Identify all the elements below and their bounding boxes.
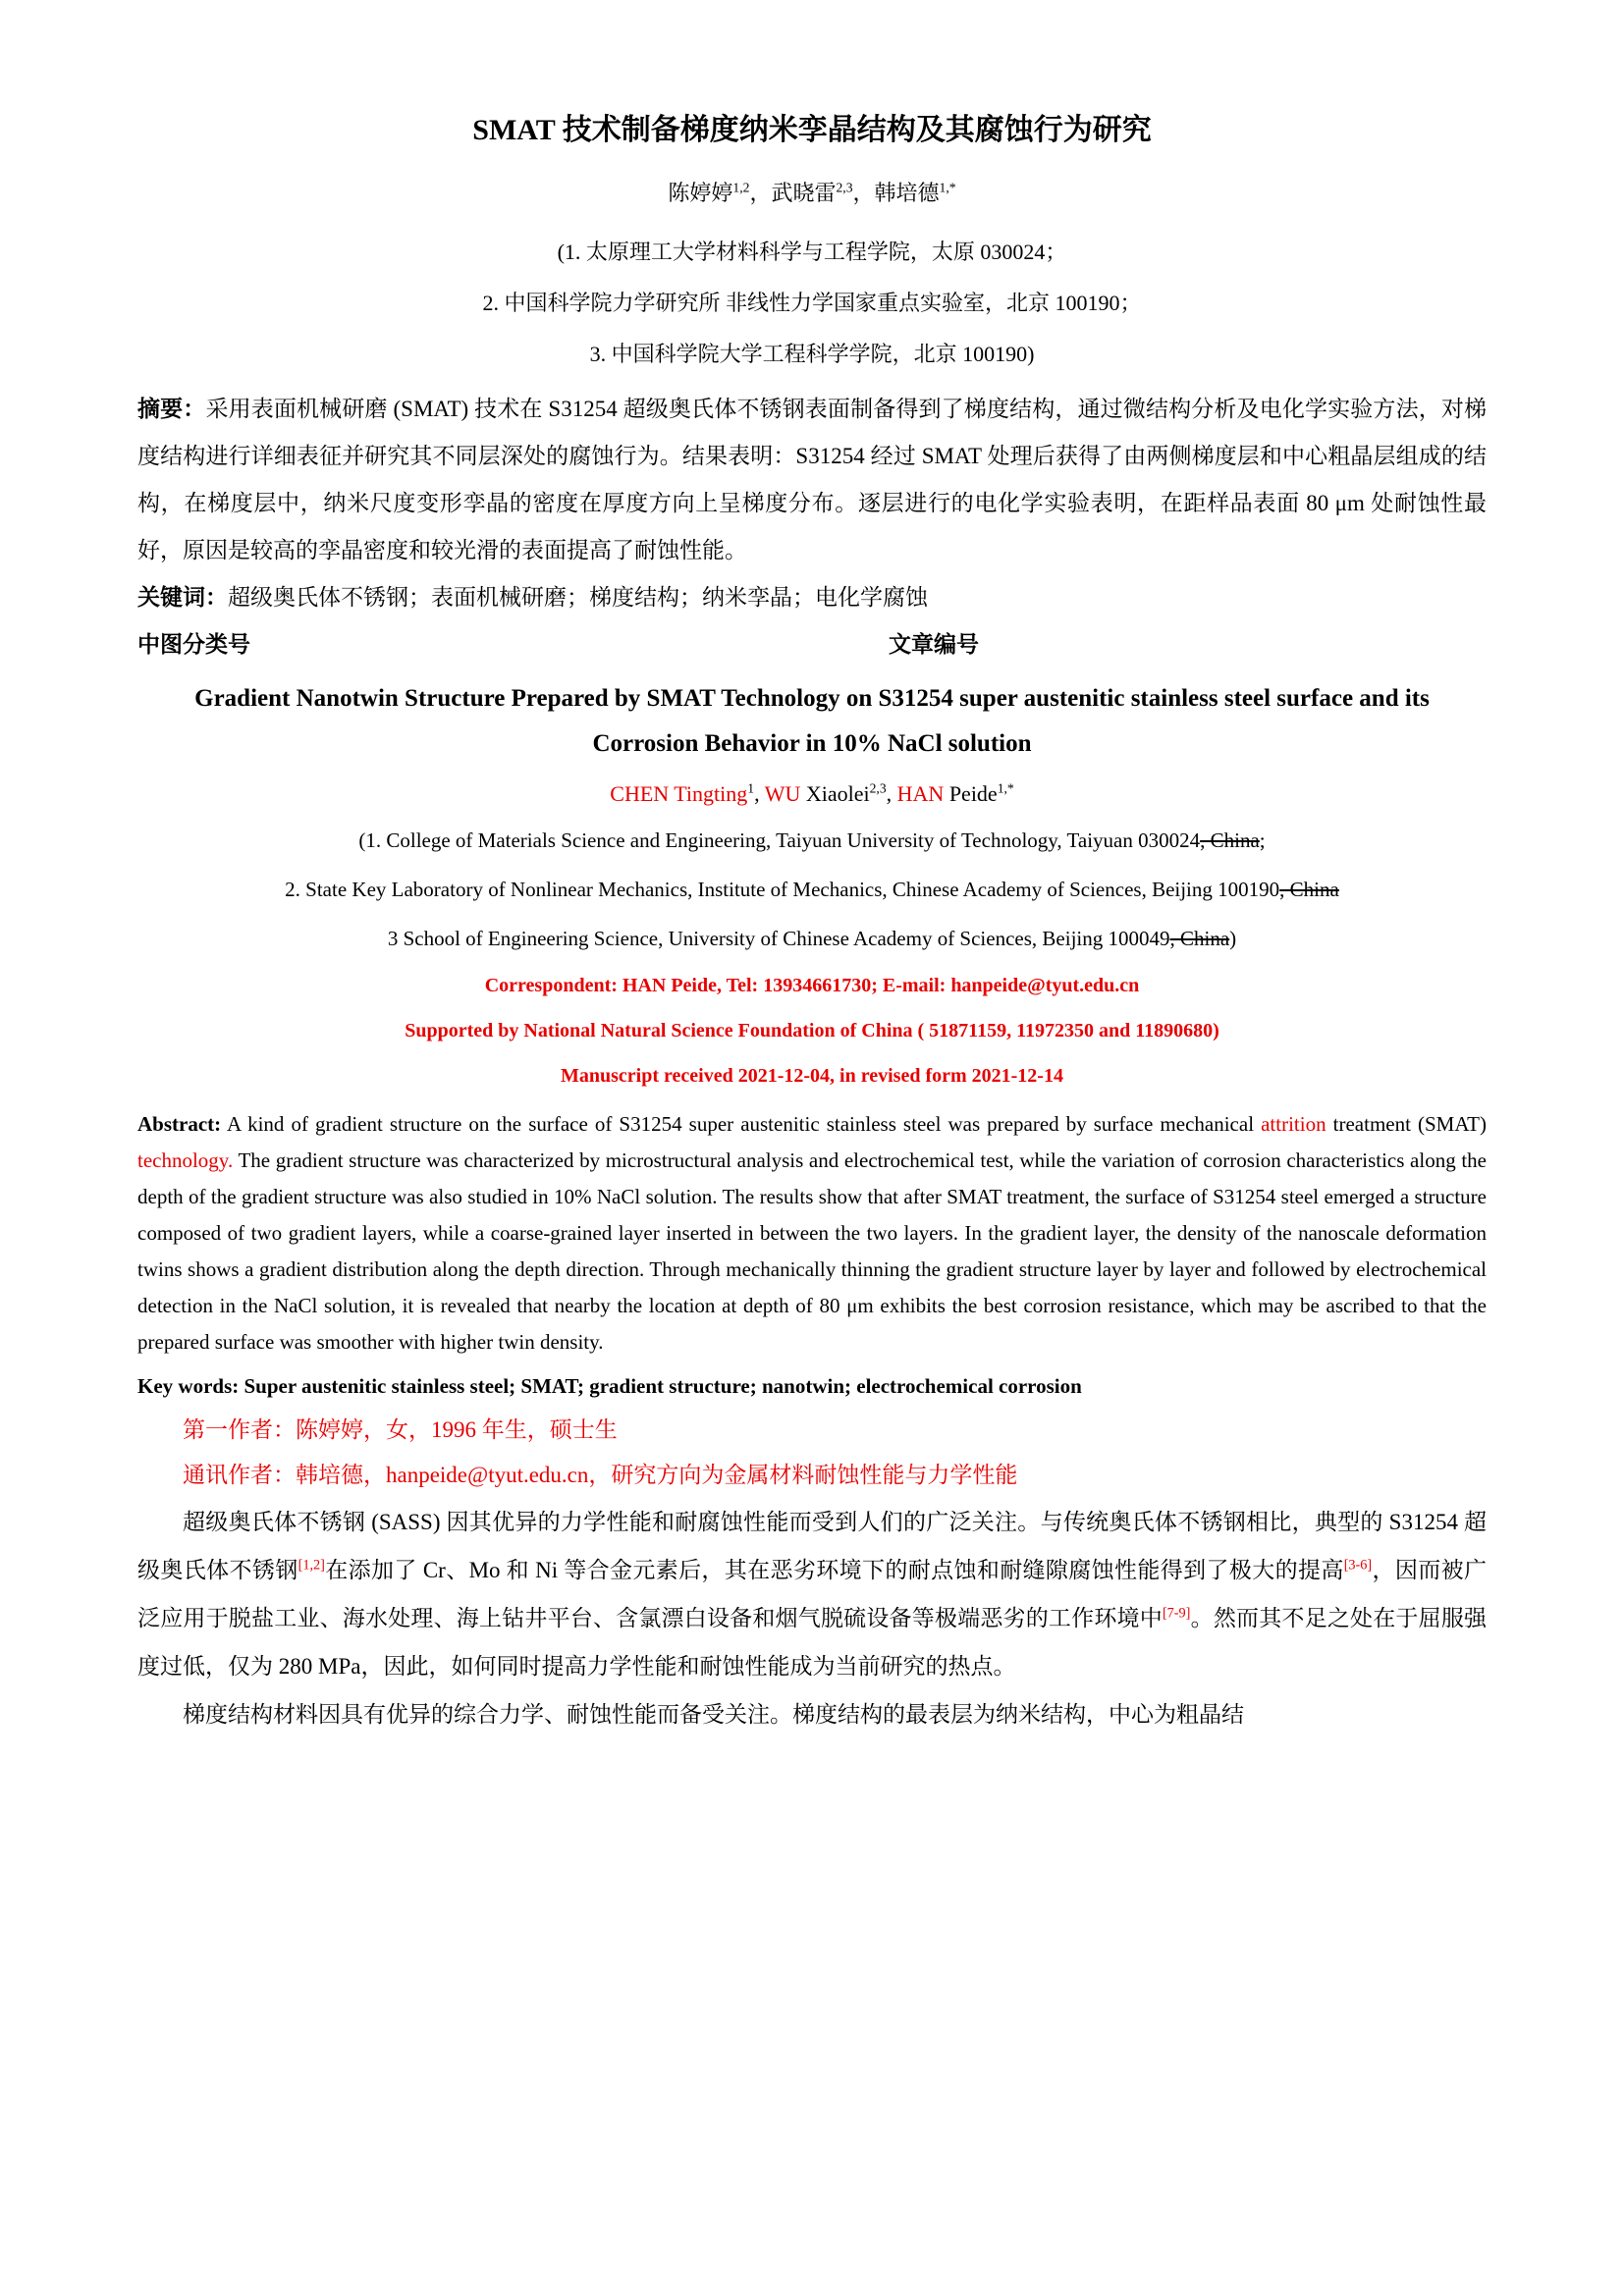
- author-separator: ，: [749, 181, 772, 205]
- author-en-1-affmark: 1: [747, 780, 755, 796]
- para1-seg3: ，因而被广泛应用于脱盐工业、海水处理、海上钻井平台、含氯漂白设备和烟气脱硫设备等极端恶劣的工作环境中: [137, 1558, 1488, 1630]
- author-separator: ，: [852, 181, 875, 205]
- author-en-1: CHEN Tingting: [610, 781, 748, 806]
- abstract-en-revision-1: attrition: [1261, 1112, 1326, 1136]
- funding-line: Supported by National Natural Science Foundation of China ( 51871159, 11972350 and 11890680): [405, 1020, 1219, 1041]
- citation-1-2: [1,2]: [298, 1557, 325, 1574]
- affiliation-en-1: [137, 816, 1487, 865]
- author-en-2-affmark: 2,3: [869, 780, 887, 796]
- author-en-3-affmark: 1,*: [997, 780, 1014, 796]
- author-zh-1: 陈婷婷: [668, 181, 733, 205]
- para1-seg4: 。然而其不足之处在于屈服强度过低，仅为 280 MPa，因此，如何同时提高力学性能和耐蚀性能成为当前研究的热点。: [137, 1606, 1488, 1679]
- abstract-zh-text: 采用表面机械研磨 (SMAT) 技术在 S31254 超级奥氏体不锈钢表面制备得到了梯度结构，通过微结构分析及电化学实验方法，对梯度结构进行详细表征并研究其不同层深处的腐蚀行为。结果表明：S31254 经过 SMAT 处理后获得了由两侧梯度层和中心粗晶层组成的结构，在梯度层中，纳米尺度变形孪晶的密度在厚度方向上呈梯度分布。逐层进行的电化学实验表明，在距样品表面 80 μm 处耐蚀性最好，原因是较高的孪晶密度和较光滑的表面提高了耐蚀性能。: [137, 397, 1488, 562]
- body-paragraph-1: [137, 1498, 1487, 1690]
- author-zh-2-affmark: 2,3: [836, 180, 853, 195]
- article-id-label: 文章编号: [889, 632, 979, 657]
- paper-title-en: Gradient Nanotwin Structure Prepared by SMAT Technology on S31254 super austenitic stainless steel surface and its Corrosion Behavior in 10% NaCl solution: [194, 685, 1430, 757]
- abstract-en-revision-2: technology.: [137, 1148, 234, 1172]
- author-en-3-givenname: Peide: [944, 781, 998, 806]
- correspondent-line: Correspondent: HAN Peide, Tel: 13934661730; E-mail: hanpeide@tyut.edu.cn: [484, 975, 1140, 996]
- affiliation-en-3-text: 3 School of Engineering Science, University of Chinese Academy of Sciences, Beijing 100049: [387, 927, 1170, 950]
- affiliation-en-2-deleted-text: , China: [1279, 878, 1339, 901]
- authors-zh: [137, 177, 1487, 207]
- affiliation-en-3-deleted-text: , China: [1169, 927, 1230, 950]
- manuscript-dates-line: Manuscript received 2021-12-04, in revised form 2021-12-14: [561, 1065, 1063, 1087]
- keywords-zh-text: 超级奥氏体不锈钢；表面机械研磨；梯度结构；纳米孪晶；电化学腐蚀: [228, 585, 928, 610]
- author-en-3-surname: HAN: [896, 781, 945, 806]
- affiliation-zh-3: 3. 中国科学院大学工程科学学院，北京 100190): [589, 342, 1035, 366]
- abstract-en-seg3: The gradient structure was characterized by microstructural analysis and electrochemical test, while the variation of corrosion characteristics along the depth of the gradient structure was also studied in 10% NaCl solution. The results show that after SMAT treatment, the surface of S31254 steel emerged a structure composed of two gradient layers, while a coarse-grained layer inserted in between the two layers. In the gradient layer, the density of the nanoscale deformation twins shows a gradient distribution along the depth direction. Through mechanically thinning the gradient structure layer by layer and followed by electrochemical detection in the NaCl solution, it is revealed that nearby the location at depth of 80 μm exhibits the best corrosion resistance, which may be ascribed to that the prepared surface was smoother with higher twin density.: [137, 1148, 1487, 1354]
- affiliation-zh-1: (1. 太原理工大学材料科学与工程学院，太原 030024；: [557, 240, 1067, 264]
- corresponding-author-note: 通讯作者：韩培德，hanpeide@tyut.edu.cn，研究方向为金属材料耐蚀性能与力学性能: [183, 1463, 1018, 1487]
- abstract-en-seg2: treatment (SMAT): [1326, 1112, 1488, 1136]
- author-en-2-surname: WU: [764, 781, 801, 806]
- affiliation-en-2-text: 2. State Key Laboratory of Nonlinear Mechanics, Institute of Mechanics, Chinese Academy of Sciences, Beijing 100190: [285, 878, 1280, 901]
- author-separator: ,: [886, 781, 897, 806]
- keywords-zh-label: 关键词：: [137, 585, 228, 610]
- affiliation-en-1-deleted-text: , China: [1200, 828, 1260, 852]
- first-author-note: 第一作者：陈婷婷，女，1996 年生，硕士生: [183, 1417, 618, 1442]
- para1-seg2: 在添加了 Cr、Mo 和 Ni 等合金元素后，其在恶劣环境下的耐点蚀和耐缝隙腐蚀性能得到了极大的提高: [324, 1558, 1344, 1582]
- affiliation-en-3-tail: ): [1229, 927, 1237, 950]
- body-paragraph-2: 梯度结构材料因具有优异的综合力学、耐蚀性能而备受关注。梯度结构的最表层为纳米结构，中心为粗晶结: [183, 1702, 1244, 1727]
- author-separator: ,: [754, 781, 765, 806]
- paper-title-zh: SMAT 技术制备梯度纳米孪晶结构及其腐蚀行为研究: [472, 114, 1152, 146]
- author-en-2-givenname: Xiaolei: [800, 781, 870, 806]
- author-zh-3-affmark: 1,*: [939, 180, 956, 195]
- author-zh-1-affmark: 1,2: [732, 180, 750, 195]
- abstract-en-label: Abstract:: [137, 1112, 222, 1136]
- abstract-en: [137, 1106, 1487, 1361]
- affiliation-en-1-tail: ;: [1259, 828, 1266, 852]
- authors-en: [137, 773, 1487, 816]
- para1-seg1: 超级奥氏体不锈钢 (SASS) 因其优异的力学性能和耐腐蚀性能而受到人们的广泛关注。与传统奥氏体不锈钢相比，典型的 S31254 超级奥氏体不锈钢: [137, 1510, 1487, 1582]
- affiliation-en-1-text: (1. College of Materials Science and Engineering, Taiyuan University of Technology, Taiyuan 030024: [358, 828, 1201, 852]
- abstract-zh: [137, 386, 1487, 574]
- citation-7-9: [7-9]: [1162, 1605, 1191, 1622]
- classification-row: [137, 621, 1487, 668]
- affiliation-en-2: [137, 865, 1487, 914]
- abstract-en-seg1: A kind of gradient structure on the surface of S31254 super austenitic stainless steel was prepared by surface mechanical: [221, 1112, 1262, 1136]
- affiliation-en-3: [137, 914, 1487, 963]
- author-zh-3: 韩培德: [874, 181, 940, 205]
- keywords-en: Key words: Super austenitic stainless steel; SMAT; gradient structure; nanotwin; electrochemical corrosion: [137, 1374, 1082, 1398]
- affiliation-zh-2: 2. 中国科学院力学研究所 非线性力学国家重点实验室，北京 100190；: [482, 291, 1142, 315]
- clc-number-label: 中图分类号: [137, 632, 250, 657]
- abstract-zh-label: 摘要：: [137, 397, 206, 421]
- citation-3-6: [3-6]: [1343, 1557, 1373, 1574]
- keywords-zh: [137, 574, 1487, 621]
- author-zh-2: 武晓雷: [771, 181, 837, 205]
